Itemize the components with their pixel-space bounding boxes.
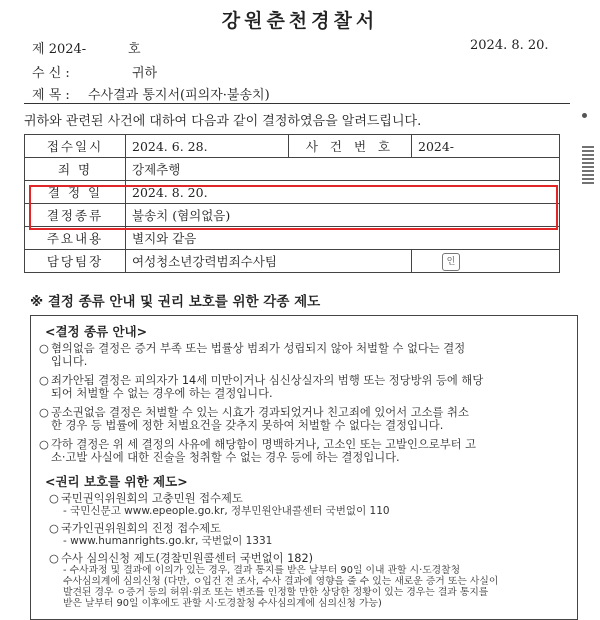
decision-type-label: 결정종류 [25, 204, 126, 227]
subject-divider [24, 103, 570, 104]
charge-value: 강제추행 [126, 158, 560, 181]
list-item: ○ 공소권없음 결정은 처벌할 수 있는 시효가 경과되었거나 친고죄에 있어서 고소를 취소 한 경우 등 법률에 정한 처벌요건을 갖추지 못하여 처벌할 수 없다는 결정입니다. [39, 406, 469, 432]
subject-value: 수사결과 통지서(피의자·불송치) [88, 88, 270, 103]
case-number-value: 2024- [412, 135, 560, 158]
recipient-label: 수 신 : [32, 66, 70, 81]
main-content-label: 주요내용 [25, 227, 126, 250]
case-number-label: 사 건 번 호 [289, 135, 412, 158]
officer-stamp-cell [412, 250, 560, 273]
notice-title: ※ 결정 종류 안내 및 권리 보호를 위한 각종 제도 [30, 294, 321, 310]
barcode-icon [582, 144, 594, 184]
rights-heading: <권리 보호를 위한 제도> [45, 474, 188, 489]
receipt-date-value: 2024. 6. 28. [126, 135, 289, 158]
charge-label: 죄 명 [25, 158, 126, 181]
intro-text: 귀하와 관련된 사건에 대하여 다음과 같이 결정하였음을 알려드립니다. [24, 114, 422, 129]
table-row [25, 135, 560, 158]
decision-type-value: 불송치 (혐의없음) [126, 204, 560, 227]
list-item: ○ 혐의없음 결정은 증거 부족 또는 법률상 범죄가 성립되지 않아 처벌할 수 없다는 결정 입니다. [39, 342, 466, 368]
table-row [25, 158, 560, 181]
list-item: ○ 각하 결정은 위 세 결정의 사유에 해당함이 명백하거나, 고소인 또는 고발인으로부터 고 소·고발 사실에 대한 진술을 청취할 수 없는 경우 등에 하는 결정입니다. [39, 438, 477, 464]
highlight-box [29, 185, 558, 230]
recipient-value: 귀하 [132, 66, 158, 81]
decision-date-label: 결 정 일 [25, 181, 126, 204]
document-title: 강원춘천경찰서 [221, 10, 379, 32]
main-content-value: 별지와 같음 [126, 227, 560, 250]
list-item: ○ 죄가안됨 결정은 피의자가 14세 미만이거나 심신상실자의 범행 또는 정당방위 등에 해당 되어 처벌할 수 없는 경우에 하는 결정입니다. [39, 374, 484, 400]
notice-box [30, 315, 578, 620]
subject-label: 제 목 : [32, 88, 70, 103]
doc-date: 2024. 8. 20. [470, 38, 549, 53]
decision-types-heading: <결정 종류 안내> [45, 324, 148, 339]
list-item: ○ 수사 심의신청 제도(경찰민원콜센터 국번없이 182) - 수사과정 및 결과에 이의가 있는 경우, 결과 통지를 받은 날부터 90일 이내 관할 시·도경찰청 수사심의계에 심의신청 (다만, ㅇ입건 전 조사, 수사 결과에 영향을 줄 수 있는 새로운 증거 또는 사실이 발견된 경우 ㅇ증거 등의 허위·위조 또는 변조를 인정할 만한 상당한 정황이 있는 경우는 결과 통지를 받은 날부터 90일 이후에도 관할 시·도경찰청 수사심의계에 심의신청 가능) [49, 552, 499, 609]
doc-number-label: 제 2024- [32, 42, 87, 57]
doc-number-suffix: 호 [128, 42, 141, 57]
seal-stamp-icon: 인 [442, 253, 460, 271]
decision-date-value: 2024. 8. 20. [126, 181, 560, 204]
officer-label: 담당팀장 [25, 250, 126, 273]
table-row [25, 250, 560, 273]
scan-mark [582, 113, 587, 118]
list-item: ○ 국민권익위원회의 고충민원 접수제도 - 국민신문고 www.epeople.go.kr, 정부민원안내콜센터 국번없이 110 [49, 492, 390, 517]
list-item: ○ 국가인권위원회의 진정 접수제도 - www.humanrights.go.kr, 국번없이 1331 [49, 522, 273, 547]
receipt-date-label: 접수일시 [25, 135, 126, 158]
officer-value: 여성청소년강력범죄수사팀 [126, 250, 412, 273]
